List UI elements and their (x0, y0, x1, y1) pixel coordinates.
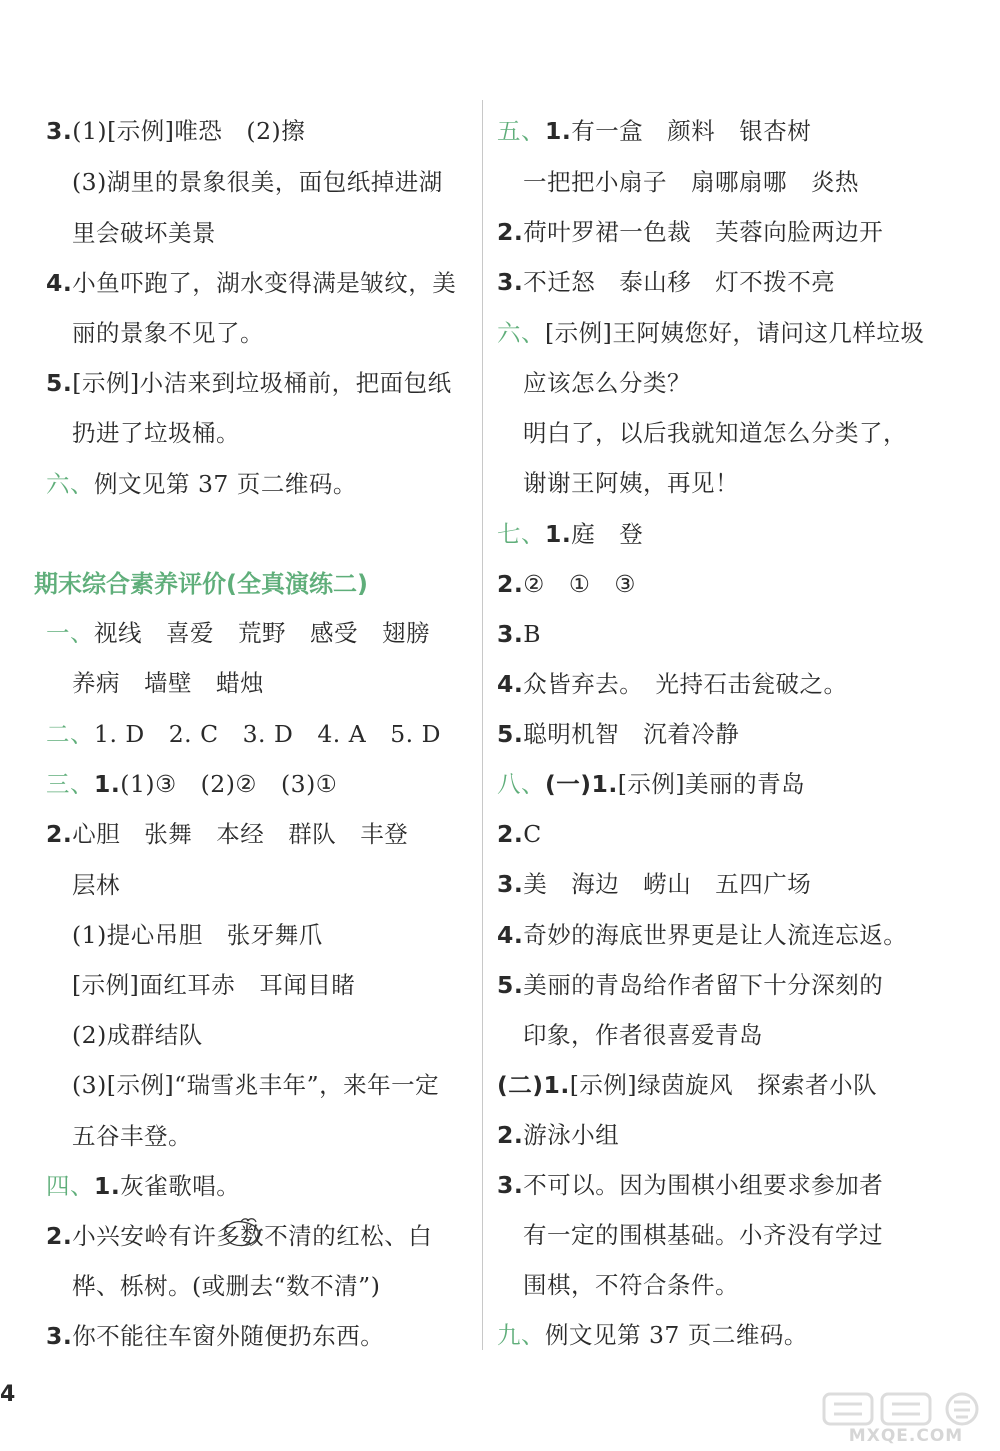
section-marker: 四、 (46, 1172, 94, 1200)
question-number: 3. (497, 870, 524, 898)
left-answer-line (46, 368, 452, 398)
right-answer-line (523, 1220, 883, 1250)
watermark-logo (820, 1390, 992, 1448)
left-answer-line (72, 1020, 203, 1050)
section-marker: 九、 (497, 1321, 545, 1349)
edit-mark-icon (221, 1216, 263, 1250)
right-answer-line (497, 920, 907, 950)
section-marker: 六、 (46, 470, 94, 498)
right-answer-line (497, 1320, 808, 1350)
answer-text: (1)提心吊胆 张牙舞爪 (72, 921, 323, 949)
left-answer-line (72, 1070, 439, 1100)
answer-text: 美 海边 崂山 五四广场 (523, 870, 812, 898)
question-number: 2. (497, 1121, 524, 1149)
right-answer-line (497, 519, 643, 549)
answer-text: [示例]美丽的青岛 (617, 770, 806, 798)
right-answer-line (497, 719, 739, 749)
question-number: 1. (545, 117, 572, 145)
right-answer-line (497, 819, 542, 849)
answer-text: 荷叶罗裙一色裁 芙蓉向脸两边开 (523, 218, 884, 246)
answer-text: 例文见第 37 页二维码。 (94, 470, 357, 498)
left-answer-line (46, 116, 305, 146)
right-answer-line (497, 217, 883, 247)
answer-text: 不可以。因为围棋小组要求参加者 (523, 1171, 884, 1199)
question-number: 4. (497, 670, 524, 698)
answer-text: 众皆弃去。 光持石击瓮破之。 (523, 670, 848, 698)
left-answer-line (46, 268, 456, 298)
answer-text: 丽的景象不见了。 (72, 319, 264, 347)
question-number: 3. (497, 1171, 524, 1199)
right-answer-line (523, 1270, 739, 1300)
answer-text: 聪明机智 沉着冷静 (523, 720, 740, 748)
right-answer-line (497, 1070, 877, 1100)
answer-text: 视线 喜爱 荒野 感受 翅膀 (94, 619, 430, 647)
answer-text: 应该怎么分类？ (523, 369, 691, 397)
answer-text: (2)成群结队 (72, 1021, 203, 1049)
left-answer-line (46, 719, 441, 749)
section-marker: 二、 (46, 720, 94, 748)
answer-text: 庭 登 (571, 520, 644, 548)
answer-text: 小兴安岭有许多数不清的红松、白 (72, 1222, 433, 1250)
right-answer-line (497, 267, 835, 297)
question-number: 4. (497, 921, 524, 949)
answer-text: (1)[示例]唯恐 (2)擦 (72, 117, 306, 145)
answer-text: 谢谢王阿姨，再见！ (523, 469, 739, 497)
question-number: 2. (497, 570, 524, 598)
question-number: 2. (497, 820, 524, 848)
left-answer-line (46, 618, 430, 648)
left-answer-line (72, 970, 355, 1000)
answer-text: B (523, 620, 542, 648)
question-number: 2. (46, 1222, 73, 1250)
left-answer-line (46, 469, 357, 499)
answer-text: [示例]小洁来到垃圾桶前，把面包纸 (72, 369, 452, 397)
answer-text: [示例]绿茵旋风 探索者小队 (569, 1071, 878, 1099)
answer-text: 层林 (72, 871, 120, 899)
answer-text: 奇妙的海底世界更是让人流连忘返。 (523, 921, 908, 949)
left-answer-line (46, 1171, 240, 1201)
right-answer-line (497, 970, 883, 1000)
right-answer-line (523, 167, 859, 197)
question-number: 5. (497, 971, 524, 999)
answer-text: (1)③ (2)② (3)① (120, 770, 338, 798)
answer-text: 你不能往车窗外随便扔东西。 (72, 1322, 385, 1350)
page-number: 4 (0, 1382, 16, 1407)
question-number: 5. (46, 369, 73, 397)
section-marker: 六、 (497, 319, 545, 347)
answer-text: 心胆 张舞 本经 群队 丰登 (72, 820, 409, 848)
right-answer-line (497, 116, 811, 146)
answer-text: 里会破坏美景 (72, 219, 216, 247)
answer-text: 1. D 2. C 3. D 4. A 5. D (94, 720, 441, 748)
right-answer-line (497, 318, 924, 348)
right-answer-line (497, 769, 805, 799)
question-number: 1. (94, 770, 121, 798)
question-number: 3. (497, 268, 524, 296)
left-answer-line (72, 920, 323, 950)
left-answer-line (46, 769, 337, 799)
section-marker: 七、 (497, 520, 545, 548)
answer-text: C (523, 820, 542, 848)
left-answer-line (72, 668, 264, 698)
answer-text: 扔进了垃圾桶。 (72, 419, 240, 447)
answer-text: 有一盒 颜料 银杏树 (571, 117, 812, 145)
answer-text: 桦、栎树。(或删去“数不清”) (72, 1272, 381, 1300)
question-number: (一)1. (545, 770, 618, 798)
answer-text: 明白了，以后我就知道怎么分类了， (523, 419, 907, 447)
right-answer-line (497, 1120, 619, 1150)
question-number: 4. (46, 269, 73, 297)
answer-text: 灰雀歌唱。 (120, 1172, 241, 1200)
section-heading: 期末综合素养评价(全真演练二) (34, 570, 368, 598)
right-answer-line (497, 569, 636, 599)
question-number: 3. (497, 620, 524, 648)
left-answer-line (72, 167, 443, 197)
answer-text: (3)[示例]“瑞雪兆丰年”，来年一定 (72, 1071, 440, 1099)
left-answer-line (72, 1121, 192, 1151)
watermark-text: MXQE.COM (848, 1426, 964, 1446)
section-marker: 三、 (46, 770, 94, 798)
question-number: 1. (94, 1172, 121, 1200)
right-answer-line (497, 669, 848, 699)
question-number: 5. (497, 720, 524, 748)
answer-text: [示例]面红耳赤 耳闻目睹 (72, 971, 356, 999)
answer-text: 美丽的青岛给作者留下十分深刻的 (523, 971, 884, 999)
answer-text: 一把把小扇子 扇哪扇哪 炎热 (523, 168, 859, 196)
answer-text: 五谷丰登。 (72, 1122, 192, 1150)
left-answer-line (72, 870, 120, 900)
answer-text: ② ① ③ (523, 570, 636, 598)
question-number: 2. (46, 820, 73, 848)
left-answer-line (72, 1271, 380, 1301)
right-answer-line (523, 418, 907, 448)
answer-text: 有一定的围棋基础。小齐没有学过 (523, 1221, 883, 1249)
left-answer-line (72, 318, 264, 348)
watermark-top-icon (820, 1390, 992, 1428)
left-answer-line (46, 1321, 384, 1351)
column-divider (482, 100, 483, 1350)
right-answer-line (523, 468, 739, 498)
answer-text: 印象，作者很喜爱青岛 (523, 1021, 763, 1049)
right-answer-line (497, 869, 811, 899)
left-answer-line (72, 218, 216, 248)
section-marker: 一、 (46, 619, 94, 647)
answer-text: 游泳小组 (523, 1121, 620, 1149)
section-marker: 八、 (497, 770, 545, 798)
question-number: 3. (46, 1322, 73, 1350)
right-answer-line (497, 1170, 883, 1200)
left-answer-line (46, 819, 408, 849)
section-marker: 五、 (497, 117, 545, 145)
answer-text: 养病 墙壁 蜡烛 (72, 669, 264, 697)
answer-text: 围棋，不符合条件。 (523, 1271, 739, 1299)
question-number: 1. (545, 520, 572, 548)
left-answer-line (72, 418, 240, 448)
question-number: 2. (497, 218, 524, 246)
question-number: 3. (46, 117, 73, 145)
answer-text: [示例]王阿姨您好，请问这几样垃圾 (545, 319, 925, 347)
answer-text: 小鱼吓跑了，湖水变得满是皱纹，美 (72, 269, 457, 297)
right-answer-line (497, 619, 541, 649)
answer-text: (3)湖里的景象很美，面包纸掉进湖 (72, 168, 443, 196)
question-number: (二)1. (497, 1071, 570, 1099)
right-answer-line (523, 1020, 763, 1050)
answer-text: 不迁怒 泰山移 灯不拨不亮 (523, 268, 836, 296)
right-answer-line (523, 368, 691, 398)
answer-text: 例文见第 37 页二维码。 (545, 1321, 808, 1349)
